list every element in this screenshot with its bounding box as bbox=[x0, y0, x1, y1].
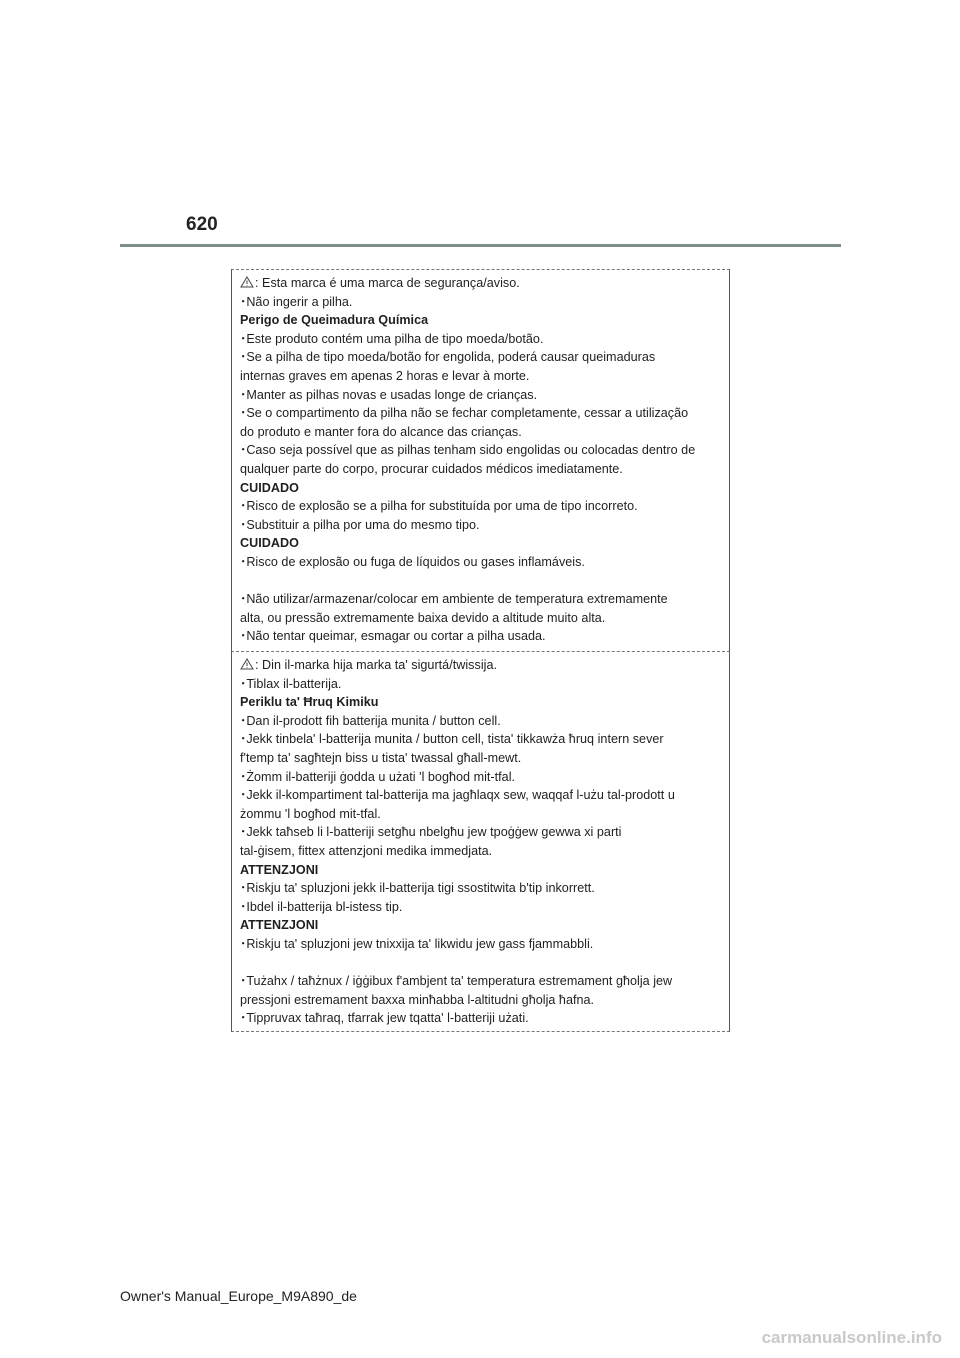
text-line bbox=[240, 935, 729, 954]
line-text: ･Caso seja possível que as pilhas tenham sido engolidas ou colocadas dentro de bbox=[240, 443, 696, 458]
warning-box-maltese bbox=[231, 651, 730, 1032]
line-text: ATTENZJONI bbox=[240, 918, 319, 933]
text-line bbox=[240, 805, 729, 824]
watermark: carmanualsonline.info bbox=[761, 1328, 942, 1347]
section-heading bbox=[240, 693, 729, 712]
line-text: qualquer parte do corpo, procurar cuidados médicos imediatamente. bbox=[240, 461, 623, 476]
text-line bbox=[240, 749, 729, 768]
warning-box-portuguese bbox=[231, 269, 730, 651]
text-line bbox=[240, 730, 729, 749]
line-text: ･Tużahx / taħżnux / iġġibux f'ambjent ta' temperatura estremament għolja jew bbox=[240, 974, 673, 989]
text-line bbox=[240, 590, 729, 609]
section-heading bbox=[240, 861, 729, 880]
line-text: ･Tiblax il-batterija. bbox=[240, 676, 342, 691]
text-line bbox=[240, 656, 729, 675]
line-text: f'temp ta' sagħtejn biss u tista' twassal għall-mewt. bbox=[240, 750, 522, 765]
text-line bbox=[240, 1009, 729, 1028]
line-text: internas graves em apenas 2 horas e levar à morte. bbox=[240, 368, 530, 383]
text-line bbox=[240, 516, 729, 535]
line-text: ･Risco de explosão se a pilha for substituída por uma de tipo incorreto. bbox=[240, 499, 638, 514]
warning-triangle-icon bbox=[240, 658, 254, 670]
line-text: ･Riskju ta' spluzjoni jekk il-batterija tigi ssostitwita b'tip inkorrett. bbox=[240, 881, 595, 896]
text-line bbox=[240, 842, 729, 861]
page-number: 620 bbox=[186, 214, 218, 235]
line-text: ･Se o compartimento da pilha não se fechar completamente, cessar a utilização bbox=[240, 406, 689, 421]
text-line bbox=[240, 293, 729, 312]
line-text: ･Risco de explosão ou fuga de líquidos ou gases inflamáveis. bbox=[240, 554, 585, 569]
line-text: ･Jekk tinbela' l-batterija munita / button cell, tista' tikkawża ħruq intern sever bbox=[240, 732, 664, 747]
text-line bbox=[240, 274, 729, 293]
text-line bbox=[240, 879, 729, 898]
warning-triangle-icon bbox=[240, 276, 254, 288]
line-text: ･Substituir a pilha por uma do mesmo tipo. bbox=[240, 517, 480, 532]
line-text: CUIDADO bbox=[240, 536, 299, 551]
line-text: : Din il-marka hija marka ta' sigurtá/twissija. bbox=[255, 658, 497, 672]
text-line bbox=[240, 609, 729, 628]
line-text: ･Riskju ta' spluzjoni jew tnixxija ta' likwidu jew gass fjammabbli. bbox=[240, 936, 594, 951]
line-text: Perigo de Queimadura Química bbox=[240, 313, 429, 328]
text-line bbox=[240, 768, 729, 787]
line-text: ･Ibdel il-batterija bl-istess tip. bbox=[240, 899, 403, 914]
text-line bbox=[240, 712, 729, 731]
text-line bbox=[240, 553, 729, 572]
line-text: ･Este produto contém uma pilha de tipo moeda/botão. bbox=[240, 331, 544, 346]
section-heading bbox=[240, 311, 729, 330]
text-line bbox=[240, 991, 729, 1010]
text-line bbox=[240, 404, 729, 423]
header-rule bbox=[120, 244, 841, 247]
text-line bbox=[240, 972, 729, 991]
line-text: do produto e manter fora do alcance das crianças. bbox=[240, 424, 522, 439]
text-line bbox=[240, 675, 729, 694]
text-line bbox=[240, 497, 729, 516]
line-text: ･Jekk il-kompartiment tal-batterija ma jagħlaqx sew, waqqaf l-użu tal-prodott u bbox=[240, 788, 675, 803]
text-line bbox=[240, 898, 729, 917]
text-line bbox=[240, 441, 729, 460]
text-line bbox=[240, 367, 729, 386]
line-text: ･Żomm il-batteriji ġodda u użati 'l bogħod mit-tfal. bbox=[240, 769, 516, 784]
section-heading bbox=[240, 916, 729, 935]
text-line bbox=[240, 386, 729, 405]
line-text: ･Não tentar queimar, esmagar ou cortar a pilha usada. bbox=[240, 629, 546, 644]
line-text: ･Dan il-prodott fih batterija munita / button cell. bbox=[240, 713, 501, 728]
line-text: : Esta marca é uma marca de segurança/aviso. bbox=[255, 276, 520, 290]
line-text: ･Jekk taħseb li l-batteriji setgħu nbelgħu jew tpoġġew gewwa xi parti bbox=[240, 825, 622, 840]
section-heading bbox=[240, 534, 729, 553]
text-line bbox=[240, 460, 729, 479]
line-text: Periklu ta' Ħruq Kimiku bbox=[240, 695, 379, 710]
line-text: ･Tippruvax taħraq, tfarrak jew tqatta' l-batteriji użati. bbox=[240, 1011, 529, 1026]
blank-line bbox=[240, 572, 729, 591]
text-line bbox=[240, 348, 729, 367]
text-line bbox=[240, 786, 729, 805]
footer-manual-id: Owner's Manual_Europe_M9A890_de bbox=[120, 1288, 357, 1304]
line-text: żommu 'l bogħod mit-tfal. bbox=[240, 806, 381, 821]
text-line bbox=[240, 423, 729, 442]
line-text: ･Não utilizar/armazenar/colocar em ambiente de temperatura extremamente bbox=[240, 592, 668, 607]
line-text: ･Se a pilha de tipo moeda/botão for engolida, poderá causar queimaduras bbox=[240, 350, 656, 365]
line-text: ATTENZJONI bbox=[240, 862, 319, 877]
text-line bbox=[240, 627, 729, 646]
line-text: CUIDADO bbox=[240, 480, 299, 495]
line-text: alta, ou pressão extremamente baixa devido a altitude muito alta. bbox=[240, 610, 606, 625]
line-text: tal-ġisem, fittex attenzjoni medika immedjata. bbox=[240, 843, 493, 858]
line-text: pressjoni estremament baxxa minħabba l-altitudni għolja ħafna. bbox=[240, 992, 595, 1007]
blank-line bbox=[240, 954, 729, 973]
line-text: ･Manter as pilhas novas e usadas longe de crianças. bbox=[240, 387, 538, 402]
line-text: ･Não ingerir a pilha. bbox=[240, 294, 353, 309]
section-heading bbox=[240, 479, 729, 498]
text-line bbox=[240, 330, 729, 349]
text-line bbox=[240, 823, 729, 842]
